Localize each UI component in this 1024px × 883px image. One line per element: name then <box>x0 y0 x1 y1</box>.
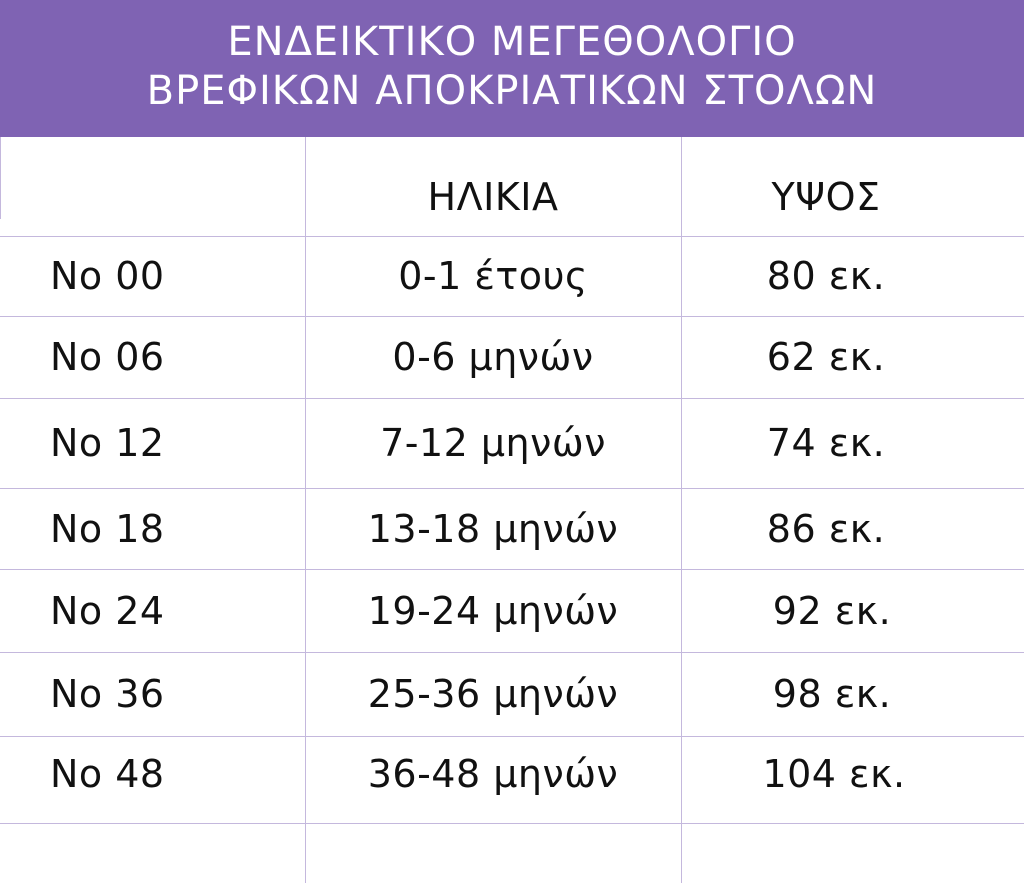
header-cell-height: ΥΨΟΣ <box>771 175 881 219</box>
header-cell-age: ΗΛΙΚΙΑ <box>427 175 559 219</box>
row-divider <box>0 823 1024 824</box>
table-cell-size: No 12 <box>50 421 165 465</box>
table-cell-age: 36-48 μηνών <box>367 752 619 796</box>
table-cell-size: No 48 <box>50 752 165 796</box>
table-cell-age: 19-24 μηνών <box>367 588 619 633</box>
table-cell-height: 80 εκ. <box>766 254 886 298</box>
header-cell-size <box>50 137 230 236</box>
column-divider <box>0 137 1 219</box>
title-line-1: ΕΝΔΕΙΚΤΙΚΟ ΜΕΓΕΘΟΛΟΓΙΟ <box>227 18 797 65</box>
table-cell-height: 92 εκ. <box>772 588 892 633</box>
table-cell-age: 25-36 μηνών <box>367 672 619 716</box>
table-cell-size: No 24 <box>50 588 165 633</box>
table-cell-height: 98 εκ. <box>772 672 892 716</box>
title-banner <box>0 0 1024 137</box>
table-cell-age: 0-6 μηνών <box>392 335 594 379</box>
table-cell-size: No 36 <box>50 672 165 716</box>
size-table <box>0 137 1024 883</box>
table-cell-age: 13-18 μηνών <box>367 506 619 551</box>
table-cell-size: No 00 <box>50 254 165 298</box>
title-line-2: ΒΡΕΦΙΚΩΝ ΑΠΟΚΡΙΑΤΙΚΩΝ ΣΤΟΛΩΝ <box>146 67 878 114</box>
table-cell-age: 0-1 έτους <box>398 254 588 298</box>
table-cell-height: 86 εκ. <box>766 506 886 551</box>
table-cell-height: 62 εκ. <box>766 335 886 379</box>
table-cell-age: 7-12 μηνών <box>380 421 606 465</box>
table-cell-height: 74 εκ. <box>766 421 886 465</box>
table-cell-height: 104 εκ. <box>762 752 906 796</box>
table-cell-size: No 06 <box>50 335 165 379</box>
table-cell-size: No 18 <box>50 506 165 551</box>
